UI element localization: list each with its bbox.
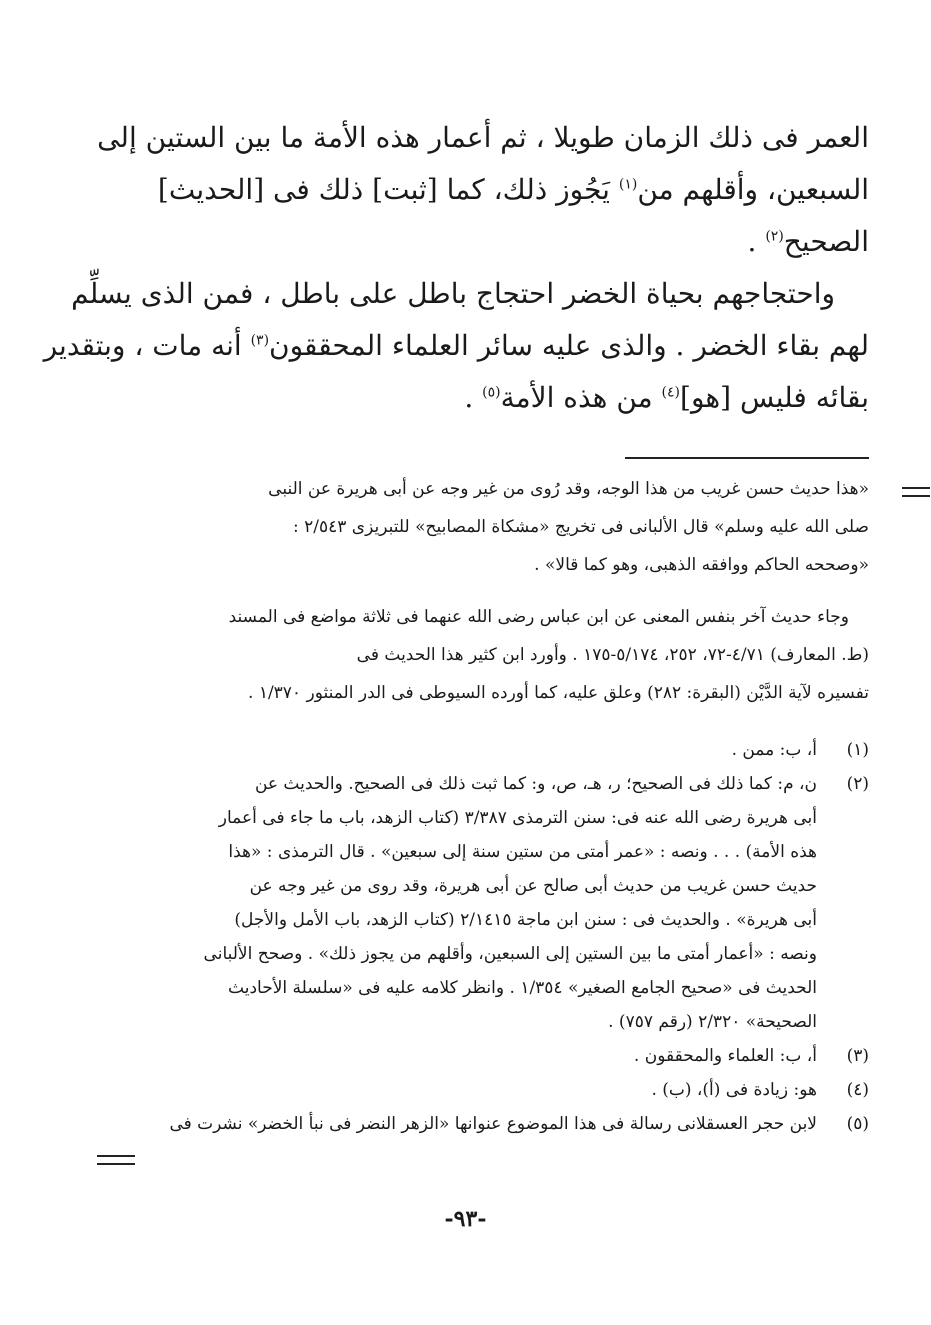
margin-double-rule-mark [97,1155,135,1165]
main-line-3-part-b: . [747,225,766,258]
quote-line: تفسيره لآية الدَّيْن (البقرة: ٢٨٢) وعلق عليه، كما أورده السيوطى فى الدر المنثور ١/٣٧٠ . [248,683,869,703]
main-line-6 [159,372,869,424]
main-line-4: واحتجاجهم بحياة الخضر احتجاج باطل على باطل ، فمن الذى يسلِّم [71,277,835,310]
footnote-line: أ، ب: العلماء والمحققون . [633,1046,817,1066]
footnote-1 [59,733,869,767]
footnote-ref-3: (٣) [250,332,270,349]
footnote-line: أبى هريرة» . والحديث فى : سنن ابن ماجة ٢/١٤١٥ (كتاب الزهد، باب الأمل والأجل) [234,910,817,930]
main-line-5 [43,320,869,372]
main-line-2-part-b: يَجُوز ذلك، كما [ثبت] ذلك فى [الحديث] [157,173,619,206]
footnotes-list [59,733,869,1141]
paragraph-gap [154,584,869,598]
main-line-2-part-a: السبعين، وأقلهم من [637,173,869,206]
footnote-line: لابن حجر العسقلانى رسالة فى هذا الموضوع عنوانها «الزهر النضر فى نبأ الخضر» نشرت فى [169,1114,817,1134]
main-line-5-part-a: لهم بقاء الخضر . والذى عليه سائر العلماء المحققون [269,329,869,362]
footnote-number: (٤) [846,1080,869,1100]
footnote-2 [59,767,869,1039]
footnote-body [59,1073,817,1107]
footnote-line: أ، ب: ممن . [731,740,817,760]
footnote-ref-2: (٢) [765,228,784,245]
main-line-2 [159,164,869,216]
main-line-5-part-b: أنه مات ، وبتقدير [43,329,251,362]
footnote-separator [625,457,869,459]
footnote-number: (١) [846,740,869,760]
footnote-body [59,767,817,1039]
footnote-line: الصحيحة» ٢/٣٢٠ (رقم ٧٥٧) . [608,1012,817,1032]
main-line-1: العمر فى ذلك الزمان طويلا ، ثم أعمار هذه الأمة ما بين الستين إلى [97,121,869,154]
footnote-body [59,1107,817,1141]
quote-line: صلى الله عليه وسلم» قال الألبانى فى تخريج «مشكاة المصابيح» للتبريزى ٢/٥٤٣ : [293,517,869,537]
main-text [43,112,869,424]
footnote-number: (٢) [846,774,869,794]
footnote-line: أبى هريرة رضى الله عنه فى: سنن الترمذى ٣/٣٨٧ (كتاب الزهد، باب ما جاء فى أعمار [218,808,817,828]
continued-footnote-block [154,470,869,712]
footnote-line: ن، م: كما ذلك فى الصحيح؛ ر، هـ، ص، و: كما ثبت ذلك فى الصحيح. والحديث عن [254,774,817,794]
main-line-6-part-a: بقائه فليس [هو] [680,381,869,414]
footnote-ref-4: (٤) [661,384,681,401]
footnote-line: هو: زيادة فى (أ)، (ب) . [651,1080,817,1100]
footnote-line: هذه الأمة) . . . ونصه : «عمر أمتى من ستين سنة إلى سبعين» . قال الترمذى : «هذا [228,842,817,862]
footnote-ref-1: (١) [618,176,638,193]
footnote-line: حديث حسن غريب من حديث أبى صالح عن أبى هريرة، وقد روى من غير وجه عن [249,876,817,896]
footnote-line: الحديث فى «صحيح الجامع الصغير» ١/٣٥٤ . وانظر كلامه عليه فى «سلسلة الأحاديث [228,978,817,998]
quote-line: وجاء حديث آخر بنفس المعنى عن ابن عباس رضى الله عنهما فى ثلاثة مواضع فى المسند [228,607,849,627]
footnote-ref-5: (٥) [482,384,501,401]
quote-line: «وصححه الحاكم ووافقه الذهبى، وهو كما قالا» . [534,555,869,575]
footnote-4 [59,1073,869,1107]
main-line-3-part-a: الصحيح [783,225,869,258]
footnote-line: ونصه : «أعمار أمتى ما بين الستين إلى السبعين، وأقلهم من يجوز ذلك» . وصحح الألبانى [203,944,817,964]
main-line-6-part-c: . [464,381,483,414]
page-number: -٩٣- [444,1206,487,1232]
main-line-3 [159,216,869,268]
footnote-body [59,1039,817,1073]
footnote-5 [59,1107,869,1141]
quote-line: (ط. المعارف) ٤/٧١-٧٢، ٢٥٢، ٥/١٧٤-١٧٥ . وأورد ابن كثير هذا الحديث فى [356,645,869,665]
quote-line: «هذا حديث حسن غريب من هذا الوجه، وقد رُوى من غير وجه عن أبى هريرة عن النبى [268,479,869,499]
footnote-number: (٥) [846,1114,869,1134]
footnote-3 [59,1039,869,1073]
margin-double-rule-mark [902,487,930,497]
footnote-body [59,733,817,767]
footnote-number: (٣) [846,1046,869,1066]
main-line-6-part-b: من هذه الأمة [500,381,662,414]
